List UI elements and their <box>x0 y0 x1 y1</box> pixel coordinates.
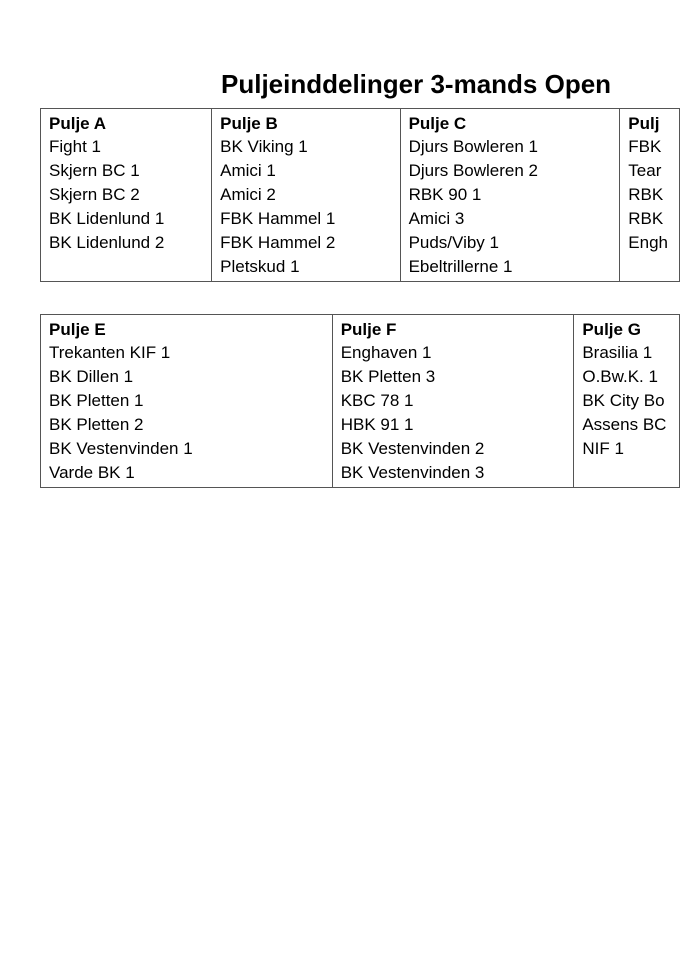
pool-header: Pulje A <box>49 114 106 133</box>
team-entry: O.Bw.K. 1 <box>582 367 658 386</box>
team-entry: BK Pletten 1 <box>49 391 144 410</box>
team-entry: BK Vestenvinden 3 <box>340 463 485 482</box>
pool-cell-a <box>41 109 212 282</box>
team-entry: Amici 1 <box>220 161 276 180</box>
team-entry: Amici 2 <box>220 185 276 204</box>
team-entry: Djurs Bowleren 2 <box>408 161 539 180</box>
pool-header: Pulje E <box>49 320 106 339</box>
pool-header: Pulje B <box>220 114 278 133</box>
pool-header: Pulje C <box>408 114 467 133</box>
team-entry-empty <box>582 461 671 485</box>
team-entry: Brasilia 1 <box>582 343 653 362</box>
team-entry: RBK 90 1 <box>408 185 482 204</box>
table-row <box>41 315 680 488</box>
pool-cell-e <box>41 315 333 488</box>
pool-table-2 <box>40 314 680 488</box>
team-entry: BK Pletten 3 <box>340 367 436 386</box>
team-entry: BK Vestenvinden 1 <box>49 439 193 458</box>
team-entry: Assens BC <box>582 415 667 434</box>
pool-cell-f <box>332 315 574 488</box>
team-entry-empty <box>628 255 671 279</box>
pool-cell-g <box>574 315 680 488</box>
team-entry: BK Dillen 1 <box>49 367 134 386</box>
team-entry-empty <box>49 255 203 279</box>
team-entry: Tear <box>628 161 662 180</box>
team-entry: RBK <box>628 209 664 228</box>
team-entry: Puds/Viby 1 <box>408 233 499 252</box>
pool-table-1 <box>40 108 680 282</box>
team-entry: Enghaven 1 <box>340 343 432 362</box>
pool-cell-c <box>400 109 620 282</box>
pool-cell-d <box>620 109 680 282</box>
table-row <box>41 109 680 282</box>
team-entry: BK Lidenlund 2 <box>49 233 165 252</box>
page-title: Puljeinddelinger 3-mands Open <box>221 69 612 99</box>
team-entry: Fight 1 <box>49 137 101 156</box>
pool-header: Pulj <box>628 114 660 133</box>
team-entry: BK Lidenlund 1 <box>49 209 165 228</box>
team-entry: Varde BK 1 <box>49 463 135 482</box>
team-entry: BK Vestenvinden 2 <box>340 439 485 458</box>
team-entry: RBK <box>628 185 664 204</box>
pool-header: Pulje F <box>340 320 397 339</box>
team-entry: BK Viking 1 <box>220 137 308 156</box>
team-entry: Engh <box>628 233 668 252</box>
team-entry: KBC 78 1 <box>340 391 414 410</box>
pool-header: Pulje G <box>582 320 641 339</box>
team-entry: BK Pletten 2 <box>49 415 144 434</box>
team-entry: Pletskud 1 <box>220 257 300 276</box>
team-entry: FBK Hammel 2 <box>220 233 336 252</box>
team-entry: Ebeltrillerne 1 <box>408 257 513 276</box>
team-entry: NIF 1 <box>582 439 624 458</box>
team-entry: FBK Hammel 1 <box>220 209 336 228</box>
team-entry: Djurs Bowleren 1 <box>408 137 539 156</box>
team-entry: BK City Bo <box>582 391 665 410</box>
pool-cell-b <box>212 109 400 282</box>
team-entry: Amici 3 <box>408 209 465 228</box>
team-entry: FBK <box>628 137 662 156</box>
team-entry: HBK 91 1 <box>340 415 414 434</box>
team-entry: Trekanten KIF 1 <box>49 343 171 362</box>
team-entry: Skjern BC 1 <box>49 161 140 180</box>
team-entry: Skjern BC 2 <box>49 185 140 204</box>
